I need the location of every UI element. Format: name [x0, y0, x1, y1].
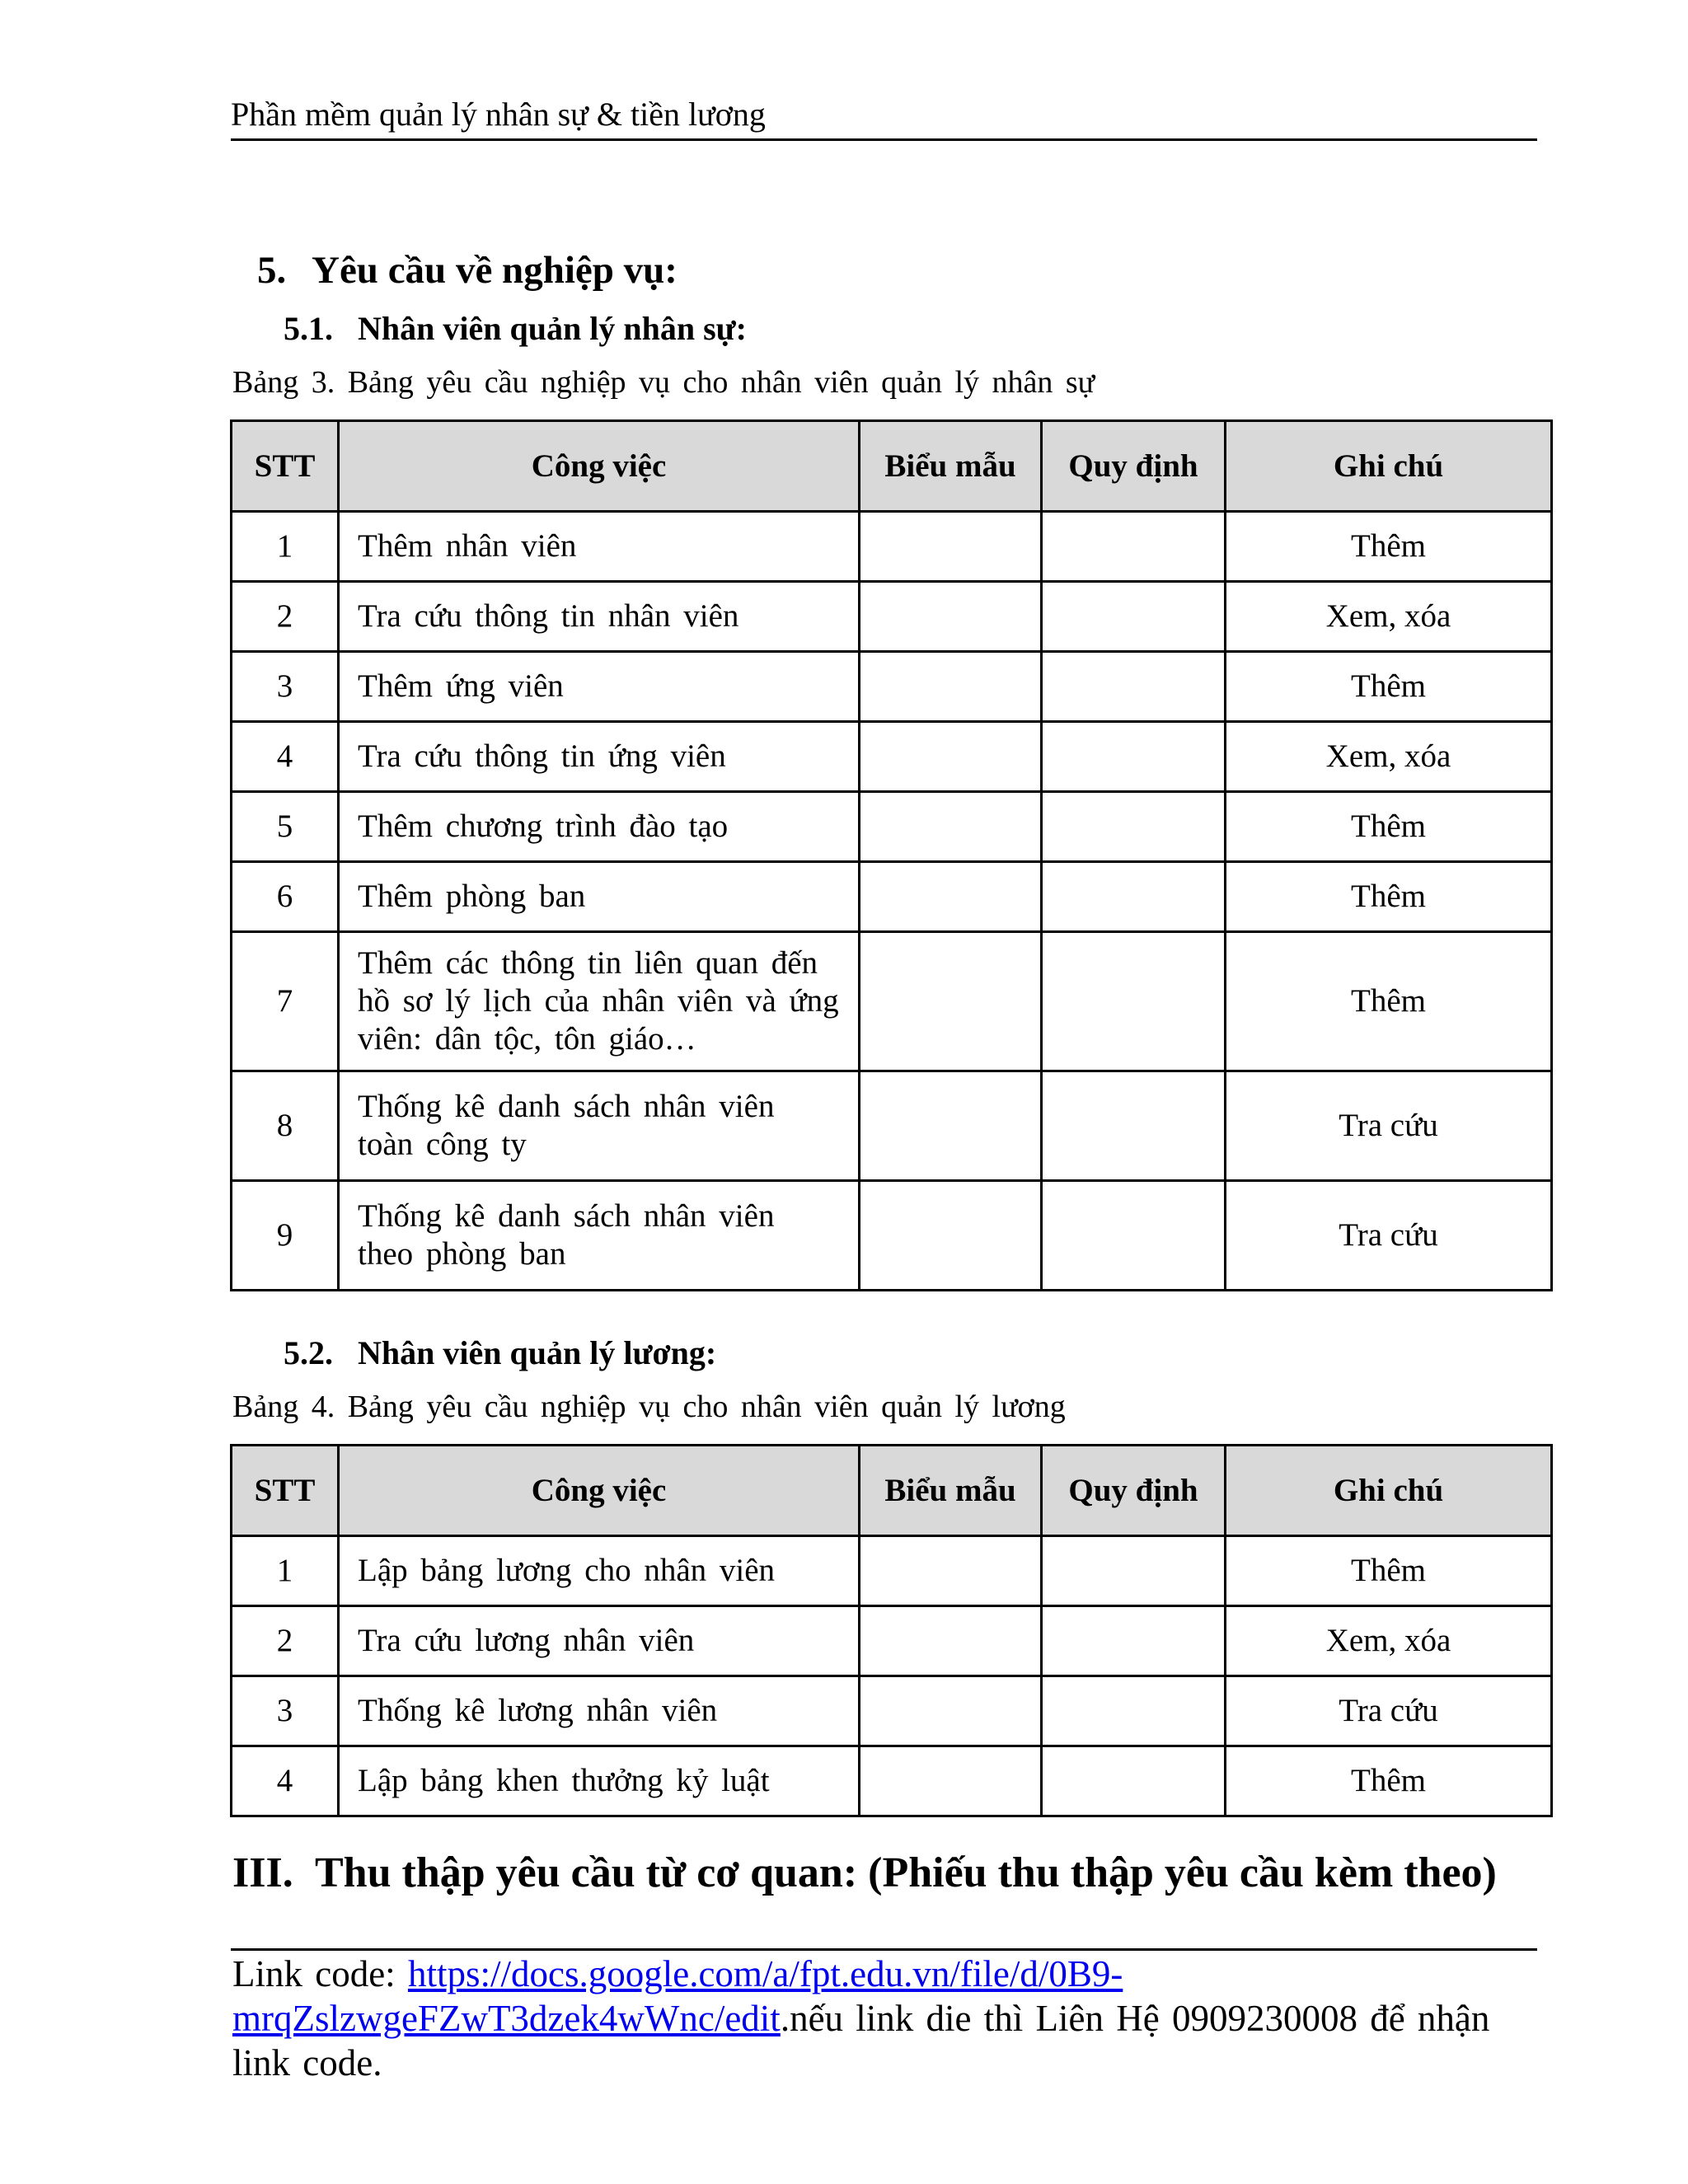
table-row [232, 1606, 1552, 1676]
cell-rule [1042, 582, 1226, 652]
header-form: Biểu mẫu [860, 421, 1042, 512]
cell-stt: 3 [232, 1676, 339, 1746]
table-row [232, 722, 1552, 792]
cell-rule [1042, 512, 1226, 582]
table-4-caption: Bảng 4. Bảng yêu cầu nghiệp vụ cho nhân viên quản lý lương [232, 1390, 1066, 1424]
cell-form [860, 1071, 1042, 1181]
cell-task: Thống kê danh sách nhân viên toàn công ty [339, 1071, 860, 1181]
subsection-number: 5.2. [284, 1334, 333, 1371]
section-number: 5. [257, 249, 287, 292]
cell-rule [1042, 1676, 1226, 1746]
cell-note: Thêm [1226, 792, 1552, 862]
cell-rule [1042, 722, 1226, 792]
part-number: III. [232, 1849, 293, 1896]
code-link[interactable]: https://docs.google.com/a/fpt.edu.vn/file/d/0B9-mrqZslzwgeFZwT3dzek4wWnc/edit [232, 1953, 1123, 2039]
cell-task: Thêm các thông tin liên quan đến hồ sơ lý lịch của nhân viên và ứng viên: dân tộc, tôn giáo… [339, 932, 860, 1071]
cell-rule [1042, 1606, 1226, 1676]
header-task: Công việc [339, 421, 860, 512]
cell-stt: 3 [232, 652, 339, 722]
part-title: Thu thập yêu cầu từ cơ quan: (Phiếu thu thập yêu cầu kèm theo) [315, 1849, 1497, 1896]
cell-stt: 6 [232, 862, 339, 932]
cell-task: Lập bảng khen thưởng kỷ luật [339, 1746, 860, 1816]
table-row [232, 1536, 1552, 1606]
section-heading [257, 244, 678, 297]
cell-stt: 1 [232, 512, 339, 582]
cell-stt: 2 [232, 582, 339, 652]
cell-task: Tra cứu thông tin nhân viên [339, 582, 860, 652]
cell-form [860, 652, 1042, 722]
subsection-title: Nhân viên quản lý nhân sự: [358, 310, 747, 347]
cell-note: Thêm [1226, 862, 1552, 932]
cell-stt: 4 [232, 722, 339, 792]
subsection-heading-5-2 [284, 1330, 716, 1376]
cell-rule [1042, 1181, 1226, 1291]
cell-rule [1042, 1071, 1226, 1181]
cell-form [860, 792, 1042, 862]
part-heading [232, 1844, 1497, 1902]
cell-stt: 4 [232, 1746, 339, 1816]
cell-form [860, 932, 1042, 1071]
header-stt: STT [232, 1446, 339, 1536]
cell-task: Thêm ứng viên [339, 652, 860, 722]
cell-note: Xem, xóa [1226, 1606, 1552, 1676]
cell-note: Tra cứu [1226, 1676, 1552, 1746]
cell-stt: 8 [232, 1071, 339, 1181]
cell-task: Thống kê danh sách nhân viên theo phòng ban [339, 1181, 860, 1291]
subsection-title: Nhân viên quản lý lương: [358, 1334, 717, 1371]
table-row [232, 1181, 1552, 1291]
footer-contact: .nếu link die thì Liên Hệ 0909230008 để nhận link code. [232, 1998, 1490, 2083]
header-stt: STT [232, 421, 339, 512]
footer-divider [231, 1948, 1537, 1951]
table-row [232, 652, 1552, 722]
cell-form [860, 1676, 1042, 1746]
table-row [232, 932, 1552, 1071]
cell-rule [1042, 792, 1226, 862]
cell-note: Xem, xóa [1226, 582, 1552, 652]
header-form: Biểu mẫu [860, 1446, 1042, 1536]
cell-rule [1042, 1746, 1226, 1816]
subsection-number: 5.1. [284, 310, 333, 347]
header-rule: Quy định [1042, 1446, 1226, 1536]
cell-stt: 7 [232, 932, 339, 1071]
cell-task: Tra cứu lương nhân viên [339, 1606, 860, 1676]
cell-note: Thêm [1226, 652, 1552, 722]
table-header-row [232, 421, 1552, 512]
cell-rule [1042, 862, 1226, 932]
cell-form [860, 1536, 1042, 1606]
footer-label: Link code: [232, 1953, 408, 1994]
cell-form [860, 862, 1042, 932]
header-task: Công việc [339, 1446, 860, 1536]
cell-note: Xem, xóa [1226, 722, 1552, 792]
running-header: Phần mềm quản lý nhân sự & tiền lương [231, 91, 1537, 141]
table-row [232, 1746, 1552, 1816]
cell-rule [1042, 1536, 1226, 1606]
cell-form [860, 1606, 1042, 1676]
cell-rule [1042, 932, 1226, 1071]
section-title: Yêu cầu về nghiệp vụ: [312, 249, 678, 292]
subsection-heading-5-1 [284, 306, 747, 352]
table-header-row [232, 1446, 1552, 1536]
table-row [232, 512, 1552, 582]
cell-task: Tra cứu thông tin ứng viên [339, 722, 860, 792]
cell-note: Tra cứu [1226, 1071, 1552, 1181]
cell-form [860, 722, 1042, 792]
table-3 [230, 419, 1553, 1291]
header-rule: Quy định [1042, 421, 1226, 512]
cell-rule [1042, 652, 1226, 722]
cell-form [860, 1746, 1042, 1816]
cell-task: Thống kê lương nhân viên [339, 1676, 860, 1746]
cell-stt: 1 [232, 1536, 339, 1606]
table-row [232, 862, 1552, 932]
header-note: Ghi chú [1226, 1446, 1552, 1536]
cell-task: Thêm chương trình đào tạo [339, 792, 860, 862]
cell-form [860, 582, 1042, 652]
cell-note: Thêm [1226, 1746, 1552, 1816]
cell-task: Lập bảng lương cho nhân viên [339, 1536, 860, 1606]
cell-task: Thêm nhân viên [339, 512, 860, 582]
cell-stt: 9 [232, 1181, 339, 1291]
footer-note [232, 1952, 1551, 2085]
cell-note: Tra cứu [1226, 1181, 1552, 1291]
cell-form [860, 1181, 1042, 1291]
cell-note: Thêm [1226, 932, 1552, 1071]
table-4 [230, 1444, 1553, 1817]
table-row [232, 582, 1552, 652]
table-row [232, 1676, 1552, 1746]
cell-task: Thêm phòng ban [339, 862, 860, 932]
table-3-caption: Bảng 3. Bảng yêu cầu nghiệp vụ cho nhân viên quản lý nhân sự [232, 365, 1095, 400]
cell-note: Thêm [1226, 512, 1552, 582]
table-row [232, 1071, 1552, 1181]
table-row [232, 792, 1552, 862]
cell-stt: 5 [232, 792, 339, 862]
cell-note: Thêm [1226, 1536, 1552, 1606]
cell-stt: 2 [232, 1606, 339, 1676]
header-note: Ghi chú [1226, 421, 1552, 512]
cell-form [860, 512, 1042, 582]
